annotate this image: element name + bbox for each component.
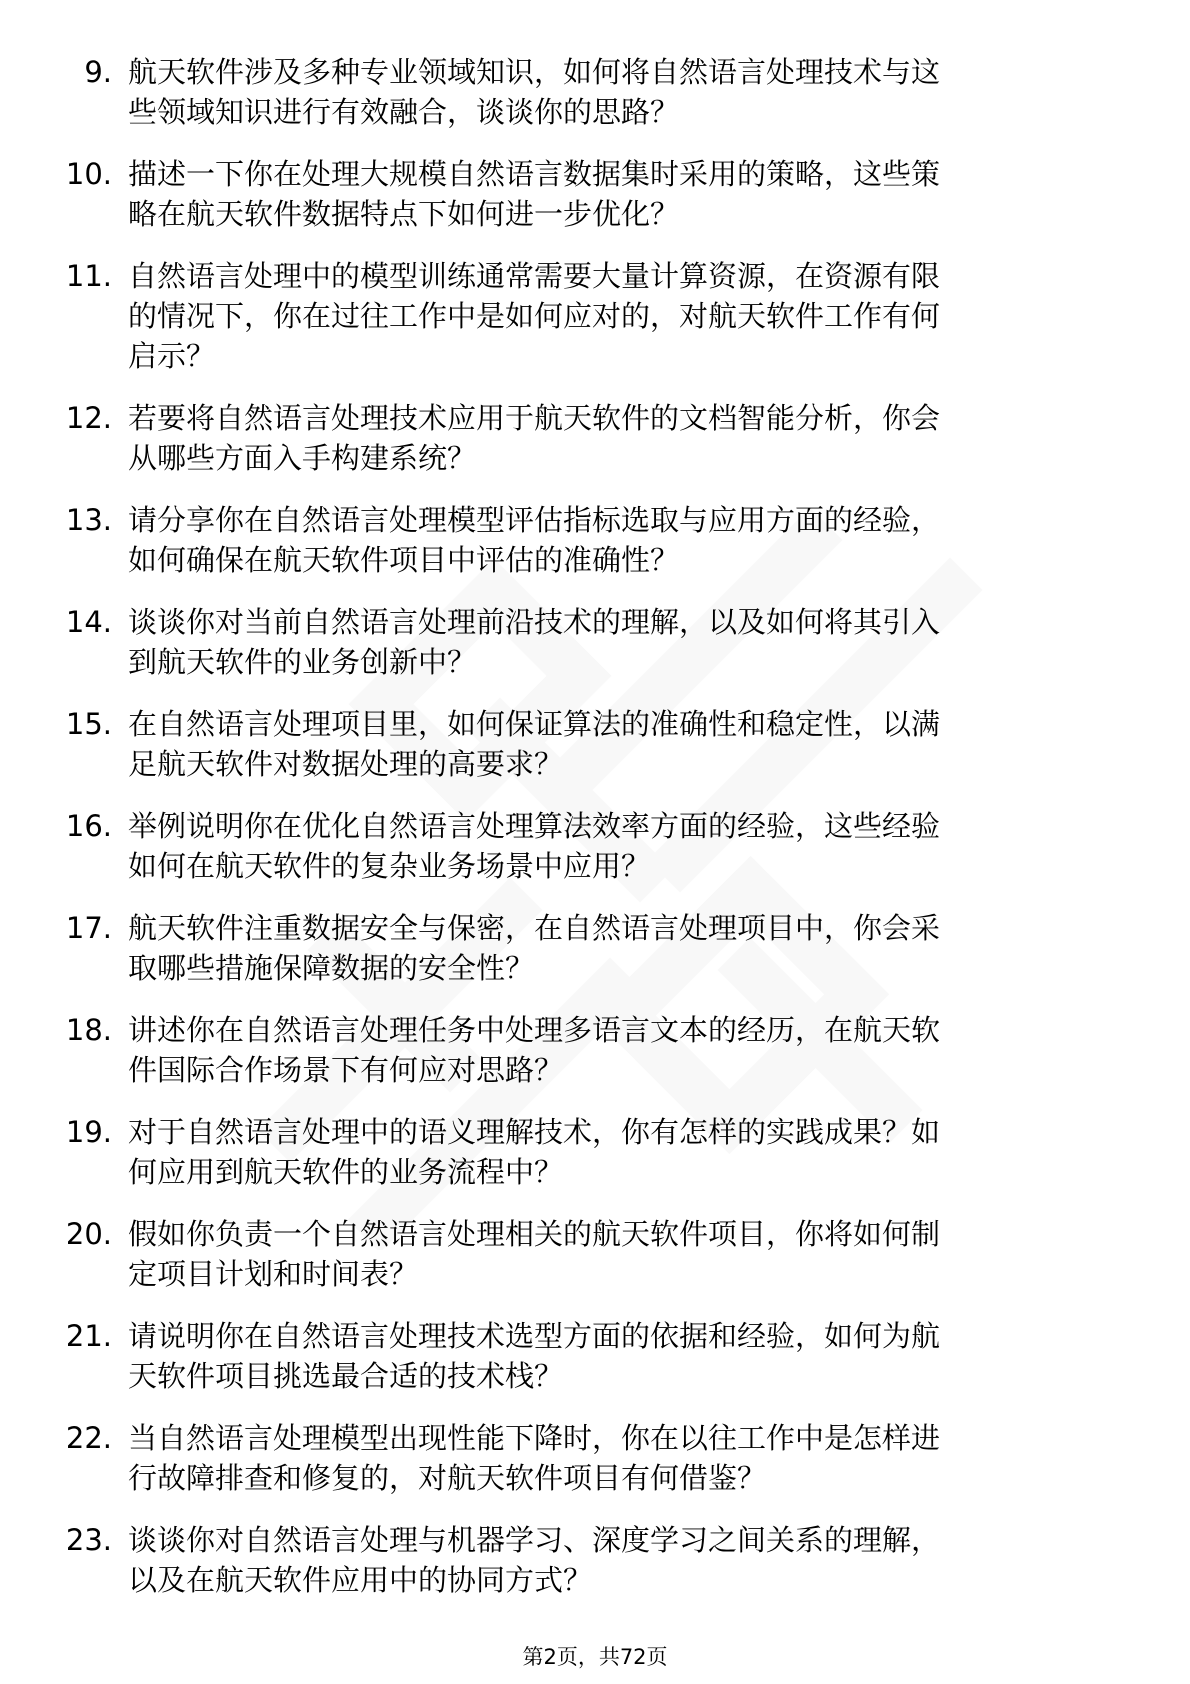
- question-line: 谈谈你对自然语言处理与机器学习、深度学习之间关系的理解，: [128, 1523, 941, 1557]
- question-number: 21.: [65, 1319, 112, 1353]
- question-text: [128, 52, 1113, 132]
- list-item: [0, 908, 1190, 1010]
- question-line: 请分享你在自然语言处理模型评估指标选取与应用方面的经验，: [128, 503, 941, 537]
- question-line: 的情况下，你在过往工作中是如何应对的，对航天软件工作有何: [128, 299, 941, 333]
- question-text: [128, 398, 1113, 478]
- question-number: 18.: [65, 1013, 112, 1047]
- question-text: [128, 1010, 1113, 1090]
- question-line: 假如你负责一个自然语言处理相关的航天软件项目，你将如何制: [128, 1217, 941, 1251]
- question-text: [128, 704, 1113, 784]
- question-number: 23.: [65, 1523, 112, 1557]
- question-line: 定项目计划和时间表？: [128, 1257, 419, 1291]
- list-item: [0, 1214, 1190, 1316]
- question-line: 以及在航天软件应用中的协同方式？: [128, 1563, 593, 1597]
- question-number: 15.: [65, 707, 112, 741]
- list-item: [0, 1010, 1190, 1112]
- question-text: [128, 908, 1113, 988]
- question-line: 启示？: [128, 339, 216, 373]
- list-item: [0, 1112, 1190, 1214]
- question-line: 如何在航天软件的复杂业务场景中应用？: [128, 849, 651, 883]
- question-line: 行故障排查和修复的，对航天软件项目有何借鉴？: [128, 1461, 767, 1495]
- list-item: [0, 1520, 1190, 1622]
- question-text: [128, 1520, 1113, 1600]
- list-item: [0, 256, 1190, 398]
- question-line: 从哪些方面入手构建系统？: [128, 441, 477, 475]
- question-line: 谈谈你对当前自然语言处理前沿技术的理解，以及如何将其引入: [128, 605, 941, 639]
- question-line: 讲述你在自然语言处理任务中处理多语言文本的经历，在航天软: [128, 1013, 941, 1047]
- question-number: 14.: [65, 605, 112, 639]
- question-number: 12.: [65, 401, 112, 435]
- question-text: [128, 256, 1113, 376]
- page-footer: 第2页，共72页: [522, 1645, 668, 1669]
- question-number: 16.: [65, 809, 112, 843]
- question-text: [128, 1214, 1113, 1294]
- list-item: [0, 1418, 1190, 1520]
- list-item: [0, 704, 1190, 806]
- question-line: 些领域知识进行有效融合，谈谈你的思路？: [128, 95, 680, 129]
- question-text: [128, 602, 1113, 682]
- question-number: 20.: [65, 1217, 112, 1251]
- question-text: [128, 1316, 1113, 1396]
- question-text: [128, 500, 1113, 580]
- question-text: [128, 1418, 1113, 1498]
- question-line: 如何确保在航天软件项目中评估的准确性？: [128, 543, 680, 577]
- question-line: 当自然语言处理模型出现性能下降时，你在以往工作中是怎样进: [128, 1421, 941, 1455]
- question-text: [128, 806, 1113, 886]
- list-item: [0, 154, 1190, 256]
- list-item: [0, 602, 1190, 704]
- question-line: 航天软件注重数据安全与保密，在自然语言处理项目中，你会采: [128, 911, 941, 945]
- question-number: 19.: [65, 1115, 112, 1149]
- question-number: 22.: [65, 1421, 112, 1455]
- list-item: [0, 806, 1190, 908]
- question-line: 对于自然语言处理中的语义理解技术，你有怎样的实践成果？如: [128, 1115, 941, 1149]
- list-item: [0, 52, 1190, 154]
- question-line: 何应用到航天软件的业务流程中？: [128, 1155, 564, 1189]
- question-number: 17.: [65, 911, 112, 945]
- question-line: 件国际合作场景下有何应对思路？: [128, 1053, 564, 1087]
- list-item: [0, 398, 1190, 500]
- question-number: 9.: [84, 55, 112, 89]
- question-line: 取哪些措施保障数据的安全性？: [128, 951, 535, 985]
- question-line: 描述一下你在处理大规模自然语言数据集时采用的策略，这些策: [128, 157, 941, 191]
- list-item: [0, 500, 1190, 602]
- question-text: [128, 1112, 1113, 1192]
- question-line: 举例说明你在优化自然语言处理算法效率方面的经验，这些经验: [128, 809, 941, 843]
- question-line: 若要将自然语言处理技术应用于航天软件的文档智能分析，你会: [128, 401, 941, 435]
- question-line: 足航天软件对数据处理的高要求？: [128, 747, 564, 781]
- question-line: 在自然语言处理项目里，如何保证算法的准确性和稳定性，以满: [128, 707, 941, 741]
- question-line: 请说明你在自然语言处理技术选型方面的依据和经验，如何为航: [128, 1319, 941, 1353]
- question-text: [128, 154, 1113, 234]
- list-item: [0, 1316, 1190, 1418]
- question-line: 到航天软件的业务创新中？: [128, 645, 477, 679]
- question-number: 11.: [65, 259, 112, 293]
- question-line: 自然语言处理中的模型训练通常需要大量计算资源，在资源有限: [128, 259, 941, 293]
- question-number: 13.: [65, 503, 112, 537]
- question-line: 略在航天软件数据特点下如何进一步优化？: [128, 197, 680, 231]
- question-list: [0, 52, 1190, 1622]
- question-line: 天软件项目挑选最合适的技术栈？: [128, 1359, 564, 1393]
- question-line: 航天软件涉及多种专业领域知识，如何将自然语言处理技术与这: [128, 55, 941, 89]
- question-number: 10.: [65, 157, 112, 191]
